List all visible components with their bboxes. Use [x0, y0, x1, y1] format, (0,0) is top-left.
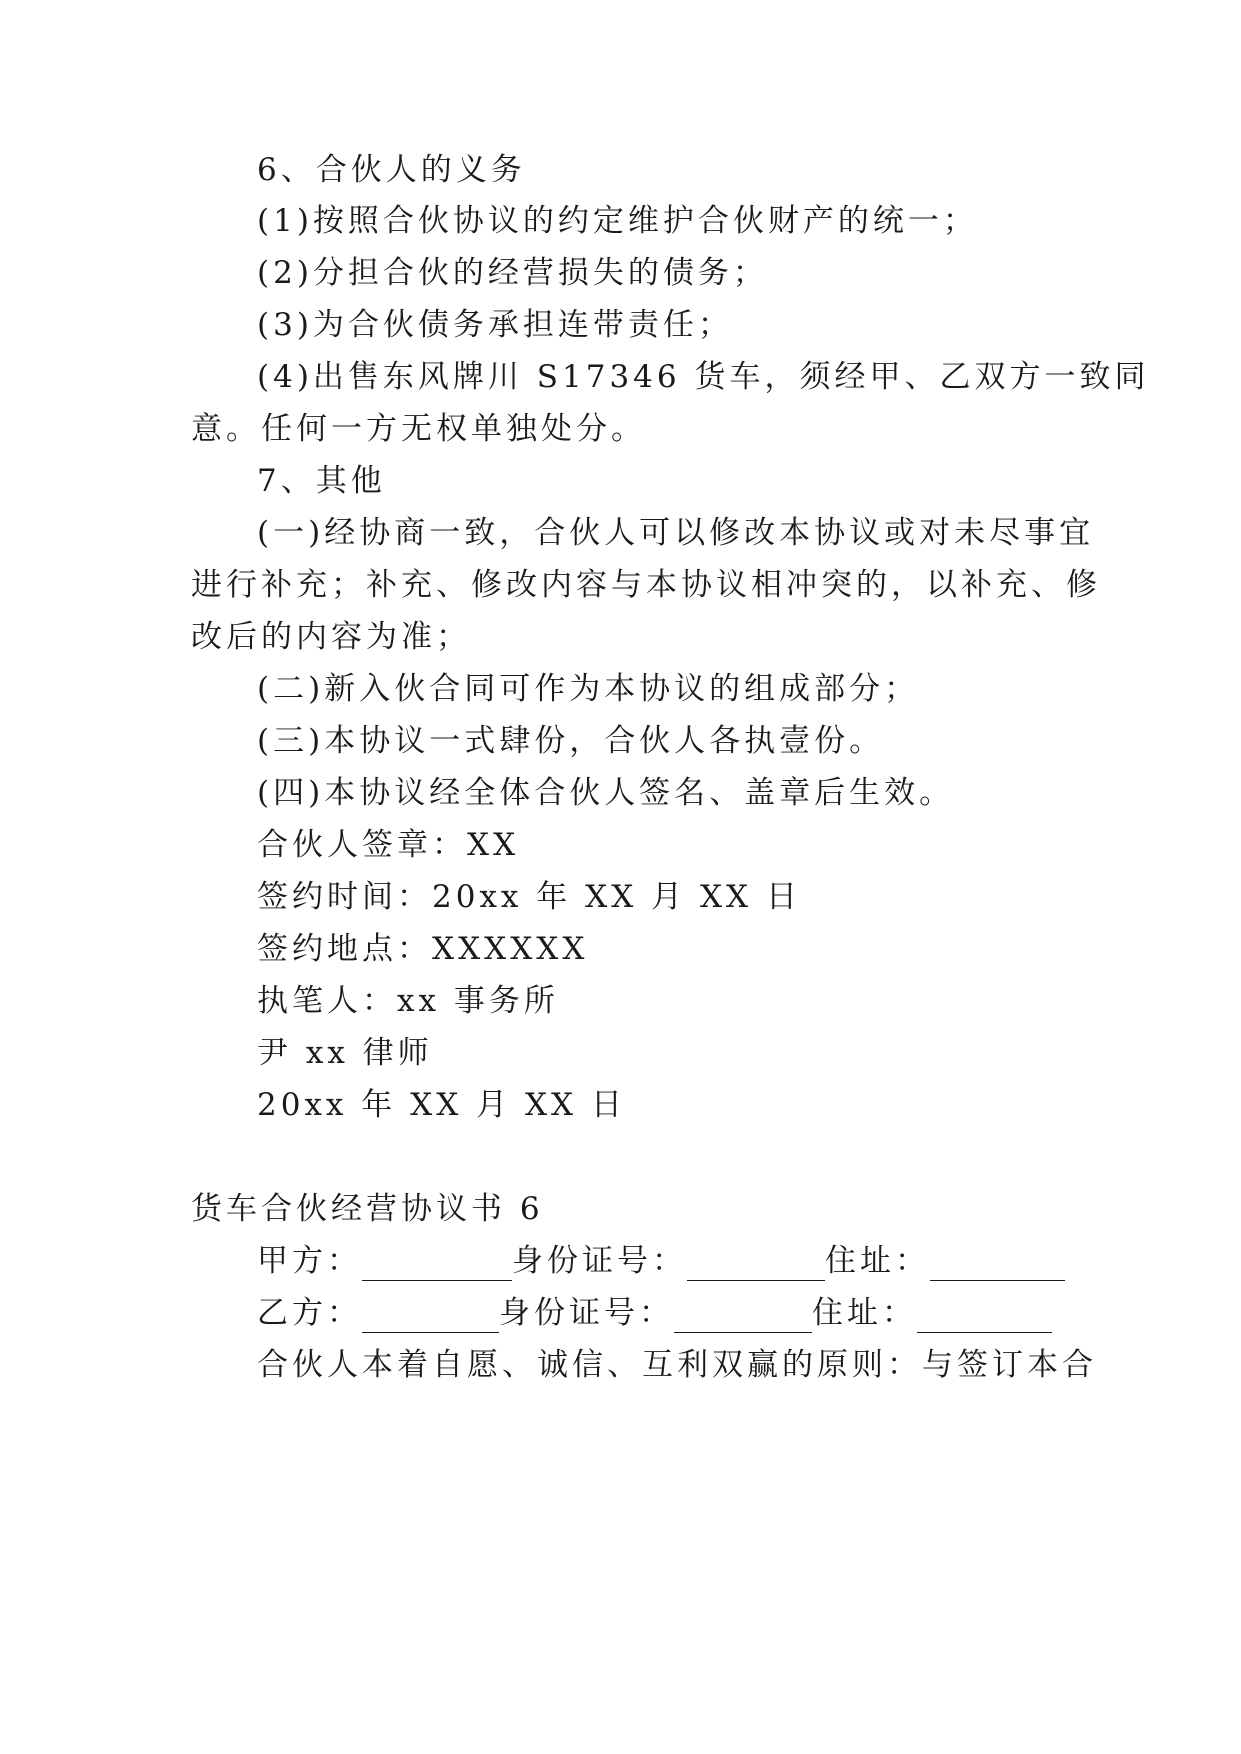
closing-date: 20xx 年 XX 月 XX 日	[257, 1087, 626, 1123]
party-b-id-blank[interactable]	[674, 1304, 812, 1333]
lawyer: 尹 xx 律师	[257, 1035, 433, 1071]
party-a-name-blank[interactable]	[362, 1252, 512, 1281]
party-b-address-label: 住址：	[812, 1295, 917, 1331]
signature-partners: 合伙人签章：XX	[257, 827, 520, 863]
paragraph-line: (三)本协议一式肆份，合伙人各执壹份。	[257, 723, 885, 759]
party-a-id-blank[interactable]	[687, 1252, 825, 1281]
paragraph-line: (一)经协商一致，合伙人可以修改本协议或对未尽事宜	[257, 515, 1095, 551]
paragraph-line: 改后的内容为准；	[191, 619, 471, 655]
paragraph-line: (2)分担合伙的经营损失的债务；	[257, 255, 768, 291]
drafter: 执笔人：xx 事务所	[257, 983, 559, 1019]
party-a-address-label: 住址：	[825, 1243, 930, 1279]
section-heading-other: 7、其他	[257, 463, 386, 499]
party-b-id-label: 身份证号：	[499, 1295, 674, 1331]
paragraph-line: 意。任何一方无权单独处分。	[191, 411, 646, 447]
signing-place: 签约地点：XXXXXX	[257, 931, 589, 967]
party-a-address-blank[interactable]	[930, 1252, 1065, 1281]
party-b-row	[257, 1293, 1052, 1333]
paragraph-line: (1)按照合伙协议的约定维护合伙财产的统一；	[257, 203, 978, 239]
party-a-label: 甲方：	[257, 1243, 362, 1279]
party-a-row	[257, 1241, 1065, 1281]
paragraph-line: (4)出售东风牌川 S17346 货车，须经甲、乙双方一致同	[257, 359, 1150, 395]
section-title: 货车合伙经营协议书 6	[191, 1191, 544, 1227]
party-b-address-blank[interactable]	[917, 1304, 1052, 1333]
paragraph-line: (3)为合伙债务承担连带责任；	[257, 307, 733, 343]
section-heading-obligations: 6、合伙人的义务	[257, 152, 526, 188]
paragraph-line: (二)新入伙合同可作为本协议的组成部分；	[257, 671, 920, 707]
paragraph-line: 进行补充；补充、修改内容与本协议相冲突的，以补充、修	[191, 567, 1101, 603]
party-b-label: 乙方：	[257, 1295, 362, 1331]
paragraph-line: 合伙人本着自愿、诚信、互利双赢的原则：与签订本合	[257, 1347, 1097, 1383]
paragraph-line: (四)本协议经全体合伙人签名、盖章后生效。	[257, 775, 955, 811]
party-b-name-blank[interactable]	[362, 1304, 499, 1333]
party-a-id-label: 身份证号：	[512, 1243, 687, 1279]
signing-date: 签约时间：20xx 年 XX 月 XX 日	[257, 879, 801, 915]
